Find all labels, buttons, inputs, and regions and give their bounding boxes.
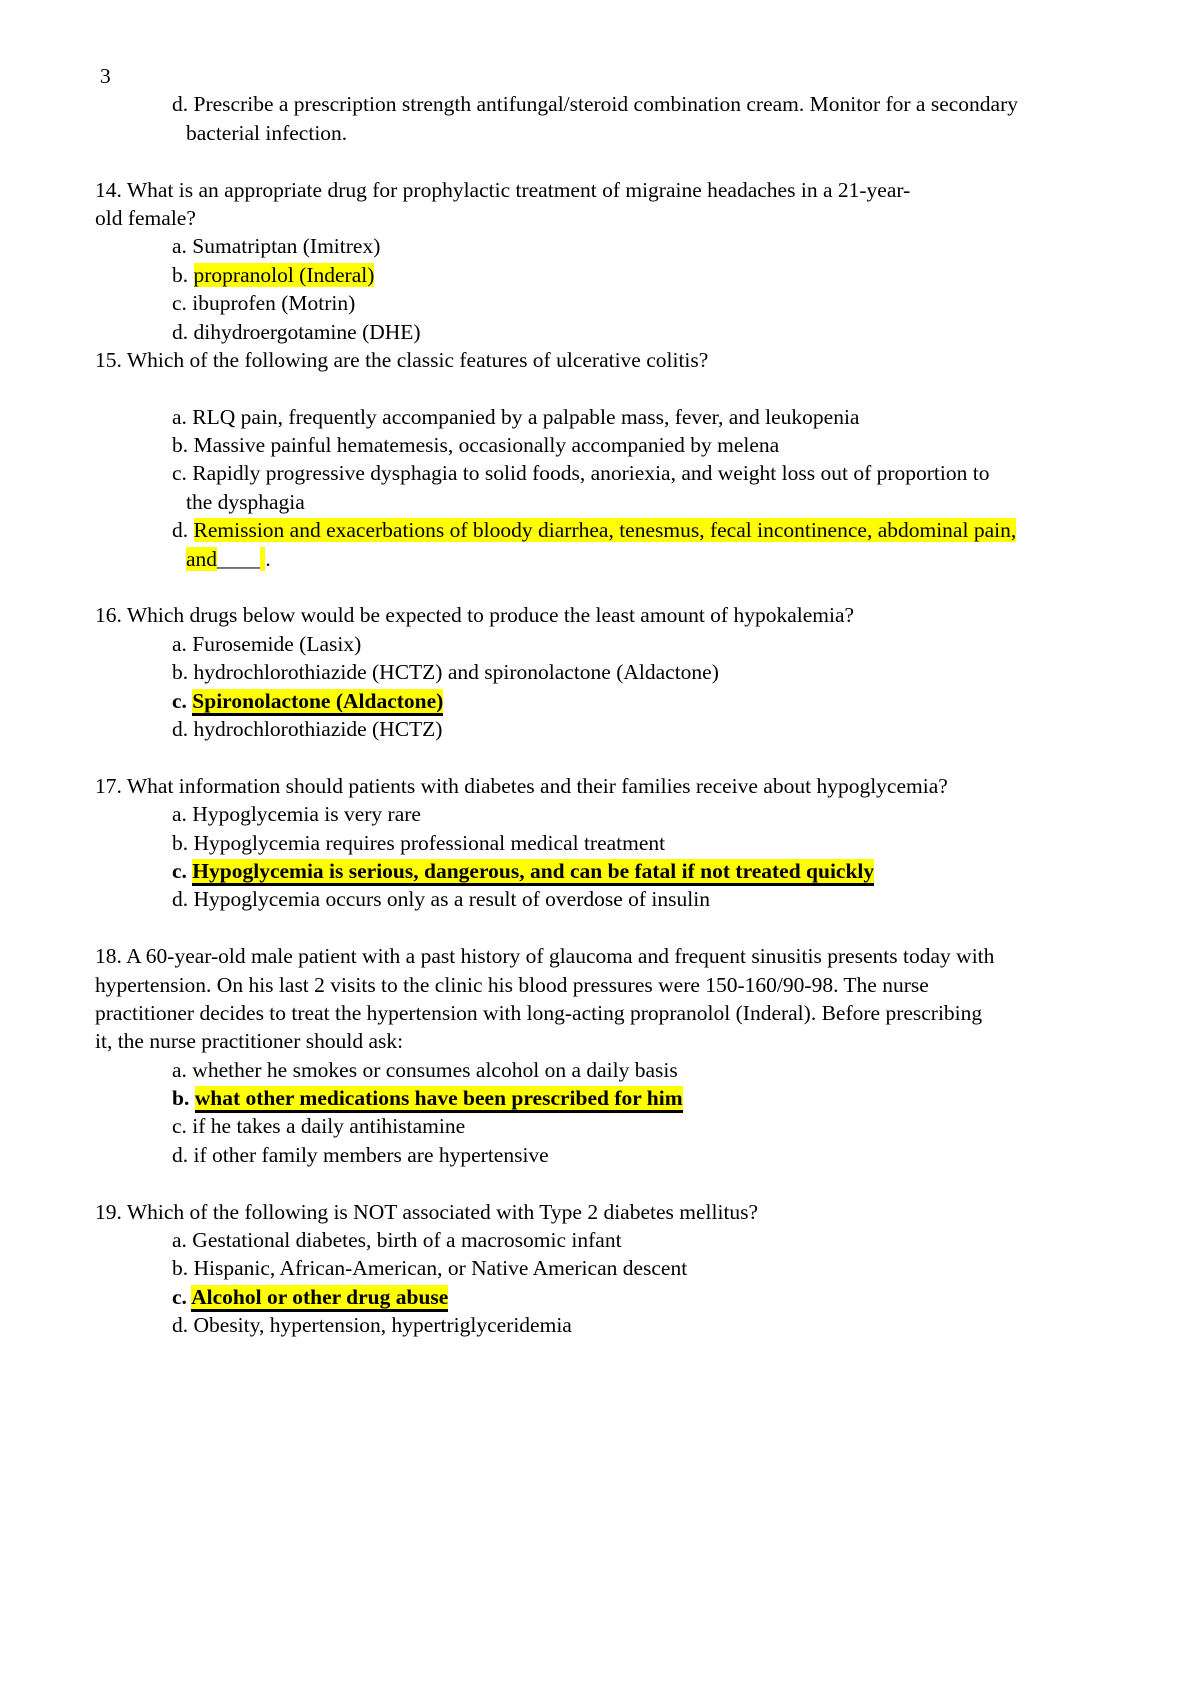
- highlighted-text: propranolol (Inderal): [193, 262, 375, 287]
- text-segment: 19. Which of the following is NOT associated with Type 2 diabetes mellitus?: [95, 1199, 759, 1224]
- text-segment: 14. What is an appropriate drug for prophylactic treatment of migraine headaches in a 21-year-: [95, 177, 911, 202]
- option-line: [0, 232, 1191, 260]
- text-segment: a. Furosemide (Lasix): [172, 631, 362, 656]
- continuation-line: [0, 545, 1191, 573]
- option-line: [0, 800, 1191, 828]
- text-segment: d. hydrochlorothiazide (HCTZ): [172, 716, 443, 741]
- question-line: [0, 346, 1191, 374]
- text-segment: 3: [100, 64, 111, 88]
- highlighted-text: and: [186, 546, 218, 571]
- blank-line: [0, 374, 1191, 402]
- option-line: [0, 516, 1191, 544]
- text-segment: c.: [172, 1284, 192, 1309]
- option-line: [0, 829, 1191, 857]
- option-line: [0, 1283, 1191, 1311]
- text-segment: d. dihydroergotamine (DHE): [172, 319, 421, 344]
- text-segment: c. Rapidly progressive dysphagia to solid foods, anoriexia, and weight loss out of proportion to: [172, 461, 990, 486]
- option-line: [0, 885, 1191, 913]
- highlighted-answer: Spironolactone (Aldactone): [192, 689, 443, 716]
- question-line: [0, 176, 1191, 204]
- text-segment: a. RLQ pain, frequently accompanied by a palpable mass, fever, and leukopenia: [172, 404, 860, 429]
- text-segment: b. Hypoglycemia requires professional medical treatment: [172, 830, 666, 855]
- text-segment: d. if other family members are hypertensive: [172, 1142, 549, 1167]
- option-line: [0, 289, 1191, 317]
- blank-line: [0, 573, 1191, 601]
- option-line: [0, 687, 1191, 715]
- text-segment: b.: [172, 262, 194, 287]
- text-segment: bacterial infection.: [186, 120, 348, 145]
- text-segment: 15. Which of the following are the classic features of ulcerative colitis?: [95, 347, 709, 372]
- blank-line: [0, 914, 1191, 942]
- text-segment: c. if he takes a daily antihistamine: [172, 1114, 466, 1139]
- option-line: [0, 1226, 1191, 1254]
- highlighted-text: Remission and exacerbations of bloody diarrhea, tenesmus, fecal incontinence, abdominal pain,: [193, 518, 1017, 543]
- question-line: [0, 601, 1191, 629]
- option-line: [0, 658, 1191, 686]
- option-line: [0, 261, 1191, 289]
- text-segment: hypertension. On his last 2 visits to the clinic his blood pressures were 150-160/90-98. The nurse: [95, 972, 929, 997]
- question-line: [0, 204, 1191, 232]
- document-content: [0, 62, 1191, 1340]
- question-line: [0, 942, 1191, 970]
- text-segment: c. ibuprofen (Motrin): [172, 291, 356, 316]
- option-line: [0, 630, 1191, 658]
- text-segment: d. Prescribe a prescription strength antifungal/steroid combination cream. Monitor for a secondary: [172, 92, 1019, 117]
- option-line: [0, 1311, 1191, 1339]
- text-segment: b. hydrochlorothiazide (HCTZ) and spironolactone (Aldactone): [172, 660, 719, 685]
- text-segment: d. Obesity, hypertension, hypertriglyceridemia: [172, 1313, 572, 1338]
- text-segment: practitioner decides to treat the hypertension with long-acting propranolol (Inderal). Before prescribing: [95, 1000, 983, 1025]
- option-line: [0, 1112, 1191, 1140]
- option-line: [0, 1254, 1191, 1282]
- blank-line: [0, 743, 1191, 771]
- highlighted-answer: Alcohol or other drug abuse: [191, 1285, 448, 1312]
- option-line: [0, 715, 1191, 743]
- text-segment: .: [265, 546, 271, 571]
- text-segment: 18. A 60-year-old male patient with a past history of glaucoma and frequent sinusitis presents today with: [95, 944, 995, 969]
- option-line: [0, 1056, 1191, 1084]
- text-segment: 16. Which drugs below would be expected to produce the least amount of hypokalemia?: [95, 603, 855, 628]
- option-line: [0, 318, 1191, 346]
- option-line: [0, 431, 1191, 459]
- text-segment: ____: [217, 546, 261, 571]
- text-segment: b.: [172, 1086, 195, 1111]
- question-line: [0, 1198, 1191, 1226]
- blank-line: [0, 147, 1191, 175]
- highlighted-answer: what other medications have been prescribed for him: [195, 1086, 683, 1113]
- option-line: [0, 403, 1191, 431]
- option-line: [0, 90, 1191, 118]
- text-segment: b. Massive painful hematemesis, occasionally accompanied by melena: [172, 433, 780, 458]
- highlighted-answer: Hypoglycemia is serious, dangerous, and can be fatal if not treated quickly: [192, 859, 874, 886]
- text-segment: b. Hispanic, African-American, or Native American descent: [172, 1256, 688, 1281]
- text-segment: d.: [172, 518, 194, 543]
- text-segment: c.: [172, 688, 193, 713]
- option-line: [0, 1141, 1191, 1169]
- text-segment: a. whether he smokes or consumes alcohol on a daily basis: [172, 1057, 678, 1082]
- text-segment: 17. What information should patients with diabetes and their families receive about hypoglycemia?: [95, 773, 948, 798]
- continuation-line: [0, 119, 1191, 147]
- question-line: [0, 772, 1191, 800]
- continuation-line: [0, 488, 1191, 516]
- text-segment: a. Sumatriptan (Imitrex): [172, 234, 381, 259]
- blank-line: [0, 1169, 1191, 1197]
- question-line: [0, 1027, 1191, 1055]
- text-segment: a. Gestational diabetes, birth of a macrosomic infant: [172, 1228, 622, 1253]
- option-line: [0, 857, 1191, 885]
- question-line: [0, 971, 1191, 999]
- text-segment: d. Hypoglycemia occurs only as a result of overdose of insulin: [172, 887, 710, 912]
- text-segment: a. Hypoglycemia is very rare: [172, 802, 421, 827]
- question-line: [0, 999, 1191, 1027]
- option-line: [0, 459, 1191, 487]
- page-number-line: [0, 62, 1191, 90]
- option-line: [0, 1084, 1191, 1112]
- text-segment: the dysphagia: [186, 489, 305, 514]
- text-segment: it, the nurse practitioner should ask:: [95, 1029, 404, 1054]
- text-segment: c.: [172, 858, 193, 883]
- text-segment: old female?: [95, 205, 196, 230]
